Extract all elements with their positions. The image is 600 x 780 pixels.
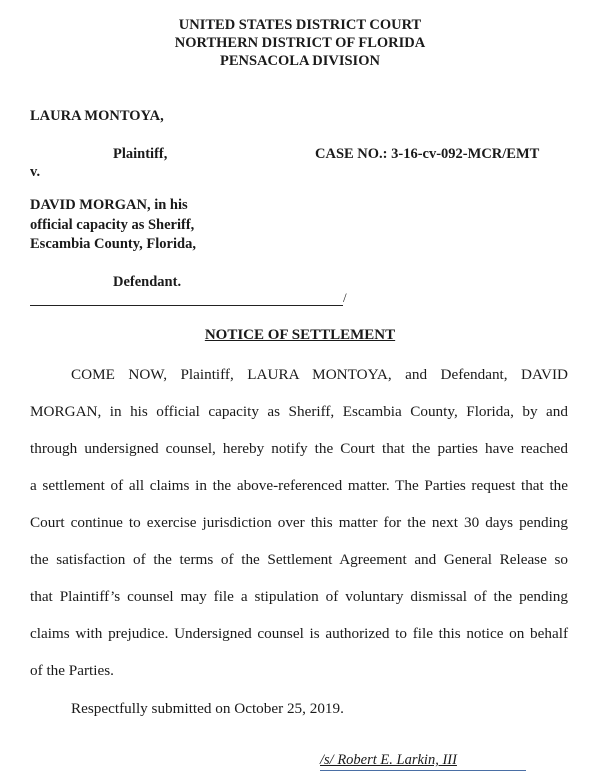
body-line: that Plaintiff’s counsel may file a stipulation of voluntary dismissal of the pending	[30, 588, 568, 605]
plaintiff-label: Plaintiff,	[113, 146, 168, 162]
versus: v.	[30, 164, 41, 180]
document-title: NOTICE OF SETTLEMENT	[204, 327, 396, 343]
defendant-line: Escambia County, Florida,	[30, 236, 196, 252]
body-line: a settlement of all claims in the above-referenced matter. The Parties request that the	[30, 477, 568, 494]
court-district: NORTHERN DISTRICT OF FLORIDA	[174, 35, 426, 51]
signature: /s/ Robert E. Larkin, III	[320, 752, 457, 768]
defendant-label: Defendant.	[113, 274, 182, 290]
case-number: CASE NO.: 3-16-cv-092-MCR/EMT	[315, 146, 540, 162]
body-line: claims with prejudice. Undersigned counsel is authorized to file this notice on behalf	[30, 625, 568, 642]
signature-line	[320, 752, 526, 771]
caption-slash: /	[343, 290, 347, 305]
court-division: PENSACOLA DIVISION	[220, 53, 380, 69]
body-line: MORGAN, in his official capacity as Sheriff, Escambia County, Florida, by and	[30, 403, 568, 420]
body-line: through undersigned counsel, hereby notify the Court that the parties have reached	[30, 440, 568, 457]
defendant-name	[30, 196, 196, 255]
submission-date: Respectfully submitted on October 25, 2019.	[71, 700, 344, 717]
court-name: UNITED STATES DISTRICT COURT	[178, 17, 422, 33]
caption-divider	[30, 305, 343, 306]
plaintiff-name: LAURA MONTOYA,	[30, 108, 164, 124]
body-line: the satisfaction of the terms of the Settlement Agreement and General Release so	[30, 551, 568, 568]
defendant-line: official capacity as Sheriff,	[30, 216, 195, 233]
body-line: COME NOW, Plaintiff, LAURA MONTOYA, and Defendant, DAVID	[71, 366, 568, 383]
body-line: Court continue to exercise jurisdiction over this matter for the next 30 days pending	[30, 514, 568, 531]
defendant-line: DAVID MORGAN, in his	[30, 197, 188, 213]
body-line: of the Parties.	[30, 662, 114, 679]
